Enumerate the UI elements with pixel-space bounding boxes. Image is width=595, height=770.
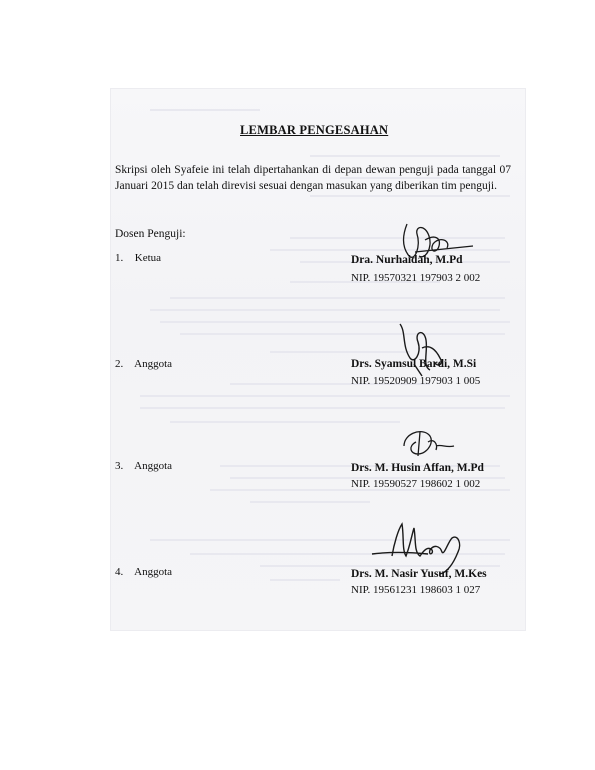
examiner-2-role bbox=[115, 358, 172, 370]
examiner-4-number: 4. bbox=[115, 566, 124, 578]
scanned-page bbox=[110, 88, 526, 631]
signature-3-icon bbox=[398, 424, 458, 464]
examiner-2-role-label: Anggota bbox=[134, 358, 173, 370]
examiner-1-number: 1. bbox=[115, 252, 124, 264]
examiner-4-name: Drs. M. Nasir Yusuf, M.Kes bbox=[351, 568, 487, 580]
examiner-2-nip: NIP. 19520909 197903 1 005 bbox=[351, 375, 481, 387]
examiner-1-name: Dra. Nurhaidah, M.Pd bbox=[351, 254, 463, 266]
approval-paragraph: Skripsi oleh Syafeie ini telah dipertahankan di depan dewan penguji pada tanggal 07 Januari 2015 dan telah direvisi sesuai dengan masukan yang diberikan tim penguji. bbox=[115, 164, 511, 192]
examiner-2-number: 2. bbox=[115, 358, 124, 370]
examiners-label: Dosen Penguji: bbox=[115, 228, 186, 240]
examiner-3-nip: NIP. 19590527 198602 1 002 bbox=[351, 478, 481, 490]
examiner-3-role-label: Anggota bbox=[134, 460, 173, 472]
examiner-4-nip: NIP. 19561231 198603 1 027 bbox=[351, 584, 481, 596]
examiner-4-role-label: Anggota bbox=[134, 566, 173, 578]
document-title: LEMBAR PENGESAHAN bbox=[240, 123, 389, 137]
signature-4-icon bbox=[368, 516, 468, 576]
examiner-3-name: Drs. M. Husin Affan, M.Pd bbox=[351, 462, 484, 474]
examiner-4-role bbox=[115, 566, 172, 578]
examiner-3-number: 3. bbox=[115, 460, 124, 472]
examiner-1-role bbox=[115, 252, 161, 264]
examiner-1-role-label: Ketua bbox=[134, 252, 162, 264]
examiner-2-name: Drs. Syamsul Bardi, M.Si bbox=[351, 358, 477, 370]
examiner-1-nip: NIP. 19570321 197903 2 002 bbox=[351, 272, 481, 284]
examiner-3-role bbox=[115, 460, 172, 472]
